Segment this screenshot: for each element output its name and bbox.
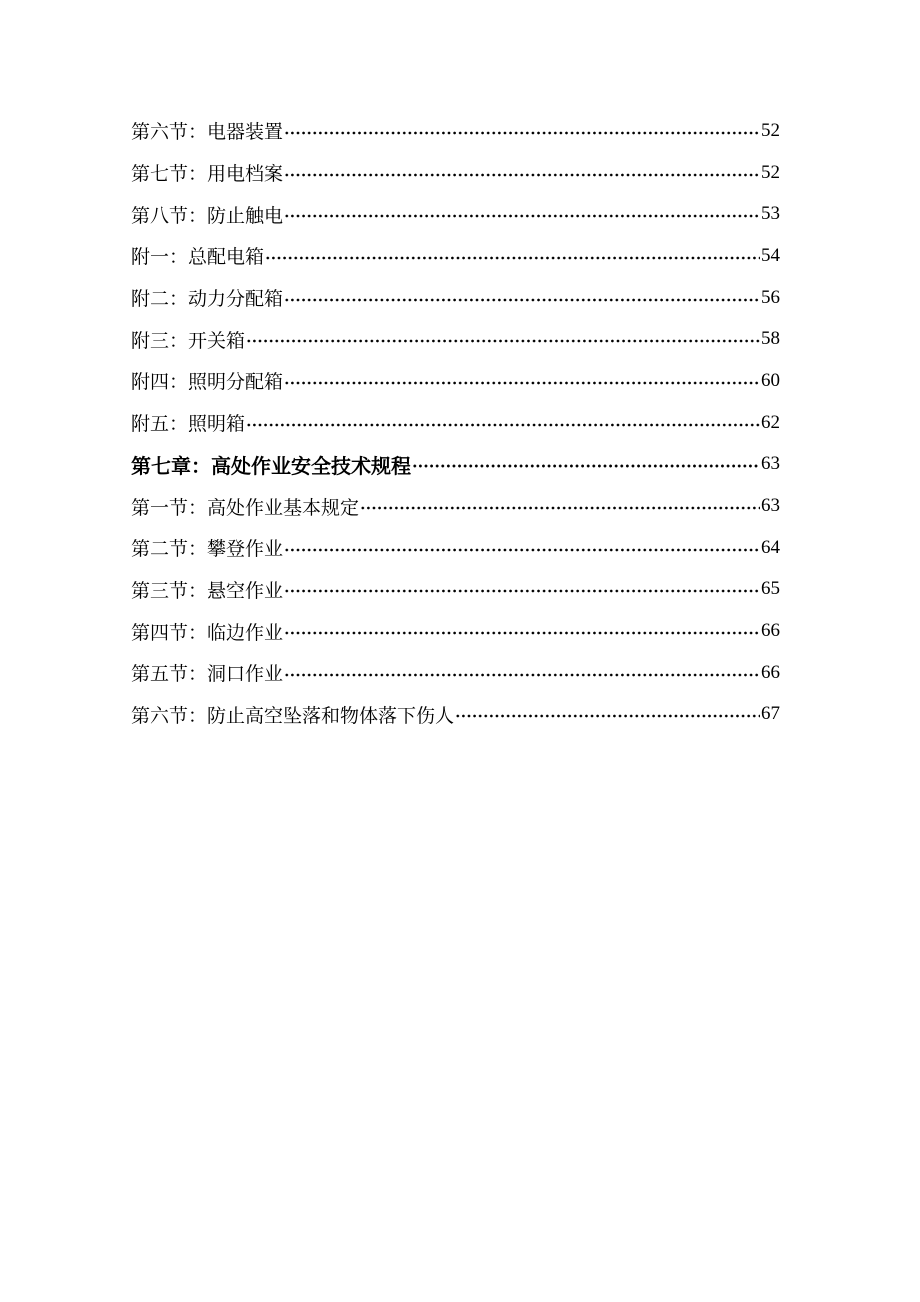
toc-entry-title: 附三：开关箱 — [131, 329, 246, 352]
toc-entry[interactable] — [131, 527, 780, 569]
toc-entry-title: 第四节：临边作业 — [131, 621, 284, 644]
toc-entry-page: 66 — [761, 620, 780, 642]
toc-entry-page: 65 — [761, 578, 780, 600]
dot-leader — [284, 378, 760, 388]
toc-entry[interactable] — [131, 152, 780, 194]
toc-entry-page: 52 — [761, 119, 780, 141]
dot-leader — [284, 628, 760, 638]
toc-entry[interactable] — [131, 277, 780, 319]
toc-entry-page: 52 — [761, 161, 780, 183]
toc-entry-title: 第一节：高处作业基本规定 — [131, 496, 360, 519]
toc-entry[interactable] — [131, 652, 780, 694]
dot-leader — [455, 711, 760, 721]
toc-entry[interactable] — [131, 235, 780, 277]
toc-entry-title: 附五：照明箱 — [131, 413, 246, 436]
toc-entry[interactable] — [131, 485, 780, 527]
dot-leader — [284, 295, 760, 305]
dot-leader — [284, 670, 760, 680]
toc-entry-title: 第八节：防止触电 — [131, 204, 284, 227]
dot-leader — [284, 128, 760, 138]
toc-entry[interactable] — [131, 402, 780, 444]
dot-leader — [412, 461, 760, 471]
toc-entry-title: 第五节：洞口作业 — [131, 663, 284, 686]
toc-entry-title: 第三节：悬空作业 — [131, 579, 284, 602]
toc-entry-page: 60 — [761, 369, 780, 391]
toc-entry[interactable] — [131, 110, 780, 152]
dot-leader — [284, 211, 760, 221]
toc-entry-page: 58 — [761, 328, 780, 350]
toc-entry[interactable] — [131, 610, 780, 652]
dot-leader — [360, 503, 760, 513]
toc-entry-title: 第二节：攀登作业 — [131, 538, 284, 561]
toc-entry-title: 第六节：电器装置 — [131, 121, 284, 144]
toc-entry-page: 53 — [761, 203, 780, 225]
toc-entry-title: 第六节：防止高空坠落和物体落下伤人 — [131, 704, 455, 727]
toc-entry[interactable] — [131, 360, 780, 402]
toc-entry-title: 附四：照明分配箱 — [131, 371, 284, 394]
dot-leader — [246, 420, 760, 430]
toc-entry[interactable] — [131, 318, 780, 360]
toc-entry-page: 63 — [761, 453, 780, 475]
toc-entry-page: 67 — [761, 703, 780, 725]
toc-entry[interactable] — [131, 193, 780, 235]
toc-chapter-entry[interactable] — [131, 444, 780, 486]
dot-leader — [246, 336, 760, 346]
toc-entry-title: 附二：动力分配箱 — [131, 288, 284, 311]
dot-leader — [284, 545, 760, 555]
toc-entry[interactable] — [131, 694, 780, 736]
toc-entry[interactable] — [131, 569, 780, 611]
table-of-contents — [131, 110, 780, 735]
toc-entry-page: 66 — [761, 661, 780, 683]
toc-entry-page: 62 — [761, 411, 780, 433]
toc-chapter-title: 第七章：高处作业安全技术规程 — [131, 453, 411, 478]
toc-entry-title: 第七节：用电档案 — [131, 163, 284, 186]
toc-entry-page: 56 — [761, 286, 780, 308]
toc-entry-page: 54 — [761, 244, 780, 266]
toc-entry-page: 63 — [761, 495, 780, 517]
toc-entry-title: 附一：总配电箱 — [131, 246, 265, 269]
dot-leader — [284, 170, 760, 180]
dot-leader — [284, 586, 760, 596]
dot-leader — [265, 253, 760, 263]
toc-entry-page: 64 — [761, 536, 780, 558]
